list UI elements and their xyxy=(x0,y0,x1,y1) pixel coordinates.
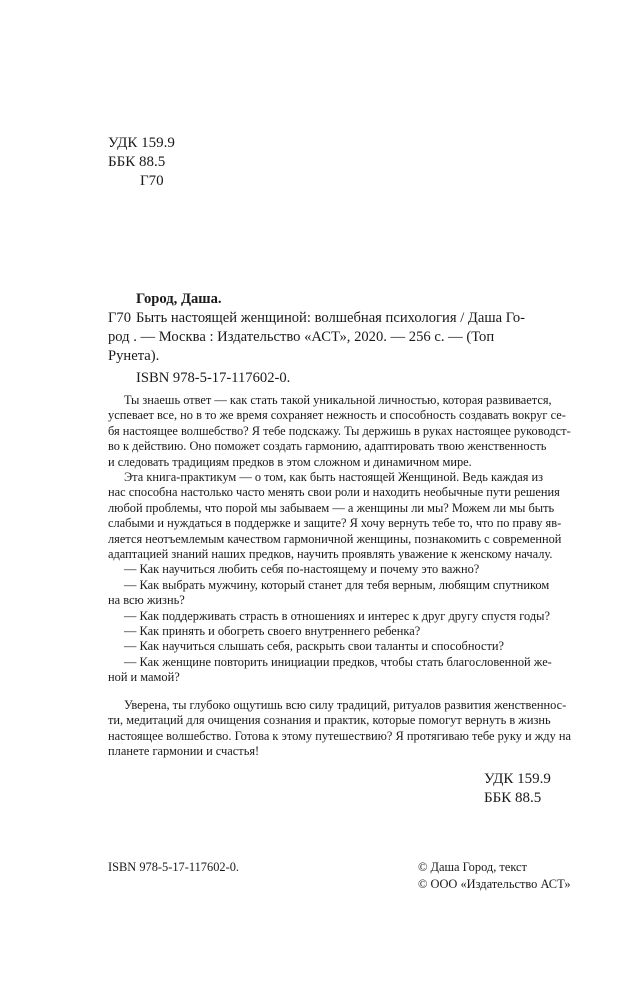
closing-line: ти, медитаций для очищения сознания и практик, которые помогут вернуть в жизнь xyxy=(108,713,551,727)
annotation-line: во к действию. Оно поможет создать гармонию, адаптировать твою женственность xyxy=(108,439,547,453)
bbk-code-bottom: ББК 88.5 xyxy=(484,790,542,806)
entry-title-line-3: Рунета). xyxy=(108,348,160,364)
annotation-question: — Как женщине повторить инициации предков, чтобы стать благословенной же- xyxy=(124,655,552,669)
udk-code-top: УДК 159.9 xyxy=(108,135,175,151)
annotation-line: адаптацией знаний наших предков, научить проявлять уважение к женскому началу. xyxy=(108,547,553,561)
entry-title-line-1: Быть настоящей женщиной: волшебная психология / Даша Го- xyxy=(136,310,526,326)
annotation-line: Эта книга-практикум — о том, как быть настоящей Женщиной. Ведь каждая из xyxy=(124,470,544,484)
annotation-line: успевает все, но в то же время сохраняет нежность и способность создавать вокруг се- xyxy=(108,408,566,422)
footer-isbn: ISBN 978-5-17-117602-0. xyxy=(108,860,240,874)
annotation-question: на всю жизнь? xyxy=(108,593,185,607)
annotation-line: любой проблемы, что порой мы забываем — а женщины ли мы? Можем ли мы быть xyxy=(108,501,555,515)
entry-mark: Г70 xyxy=(108,310,132,326)
entry-author: Город, Даша. xyxy=(136,291,222,307)
annotation-line: слабыми и нуждаться в поддержке и защите? Я хочу вернуть тебе то, что по праву яв- xyxy=(108,516,562,530)
closing-line: планете гармонии и счастья! xyxy=(108,744,260,758)
copyright-publisher: © ООО «Издательство АСТ» xyxy=(418,877,571,891)
udk-code-bottom: УДК 159.9 xyxy=(484,771,551,787)
bbk-code-top: ББК 88.5 xyxy=(108,154,166,170)
annotation-line: ляется неотъемлемым качеством гармоничной женщины, познакомить с современной xyxy=(108,532,562,546)
entry-isbn: ISBN 978-5-17-117602-0. xyxy=(136,370,291,386)
annotation-line: нас способна настолько часто менять свои роли и находить необычные пути решения xyxy=(108,485,560,499)
annotation-line: и следовать традициям предков в этом сложном и динамичном мире. xyxy=(108,455,472,469)
annotation-question: — Как научиться любить себя по-настоящему и почему это важно? xyxy=(124,562,480,576)
annotation-question: ной и мамой? xyxy=(108,670,180,684)
annotation-question: — Как научиться слышать себя, раскрыть свои таланты и способности? xyxy=(124,639,505,653)
author-mark-top: Г70 xyxy=(140,173,164,189)
copyright-author: © Даша Город, текст xyxy=(418,860,527,874)
entry-title-line-2: род . — Москва : Издательство «АСТ», 2020. — 256 с. — (Топ xyxy=(108,329,495,345)
annotation-line: Ты знаешь ответ — как стать такой уникальной личностью, которая развивается, xyxy=(124,393,552,407)
closing-line: Уверена, ты глубоко ощутишь всю силу традиций, ритуалов развития женственнос- xyxy=(124,698,567,712)
annotation-question: — Как поддерживать страсть в отношениях и интерес к друг другу спустя годы? xyxy=(124,609,550,623)
closing-line: настоящее волшебство. Готова к этому путешествию? Я протягиваю тебе руку и жду на xyxy=(108,729,571,743)
annotation-question: — Как выбрать мужчину, который станет для тебя верным, любящим спутником xyxy=(124,578,550,592)
annotation-question: — Как принять и обогреть своего внутреннего ребенка? xyxy=(124,624,421,638)
annotation-line: бя настоящее волшебство? Я тебе подскажу. Ты держишь в руках настоящее руководст- xyxy=(108,424,571,438)
